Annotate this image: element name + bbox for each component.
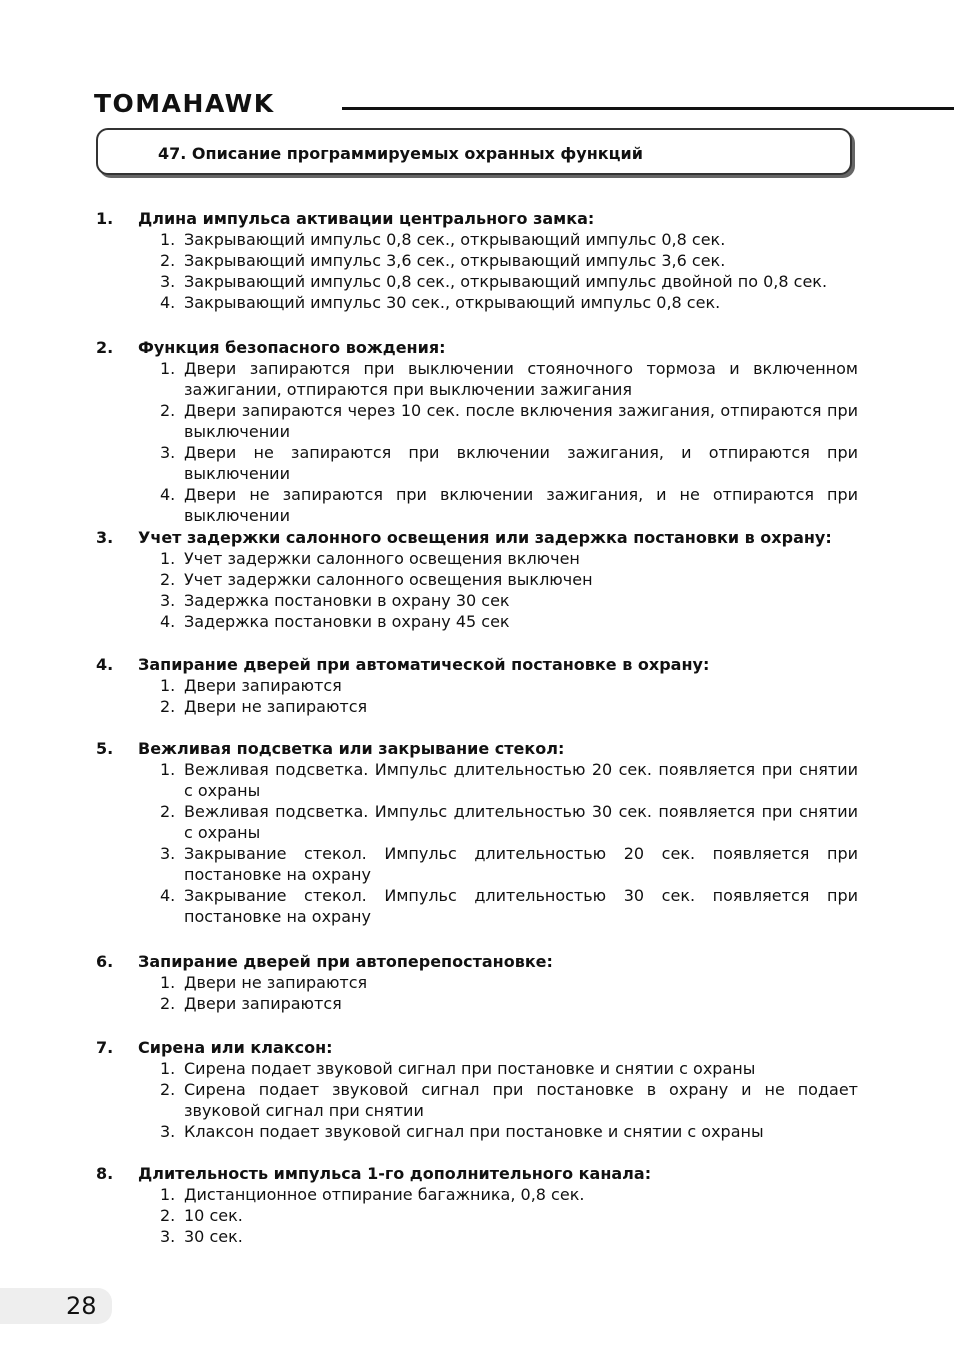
option-number: 2. xyxy=(160,802,176,821)
option-number: 2. xyxy=(160,1080,176,1099)
section-number: 2. xyxy=(96,338,114,357)
option-item xyxy=(160,229,858,250)
option-item xyxy=(160,972,858,993)
option-number: 3. xyxy=(160,1122,176,1141)
section-number: 3. xyxy=(96,528,114,547)
option-item xyxy=(160,843,858,885)
option-text: Двери запираются xyxy=(184,994,342,1013)
option-number: 1. xyxy=(160,760,176,779)
option-list xyxy=(160,675,858,717)
header-rule xyxy=(342,107,954,110)
option-item xyxy=(160,696,858,717)
brand-logo: TOMAHAWK xyxy=(94,89,275,118)
option-text: Закрывающий импульс 0,8 сек., открывающий импульс двойной по 0,8 сек. xyxy=(184,272,828,291)
option-item xyxy=(160,548,858,569)
option-number: 3. xyxy=(160,844,176,863)
option-item xyxy=(160,1121,858,1142)
option-text: Двери не запираются при включении зажигания, и не отпираются при выключении xyxy=(184,485,858,525)
option-number: 3. xyxy=(160,1227,176,1246)
section-heading: Длительность импульса 1-го дополнительного канала: xyxy=(138,1164,652,1183)
option-text: Двери запираются xyxy=(184,676,342,695)
option-number: 2. xyxy=(160,994,176,1013)
option-text: Учет задержки салонного освещения включен xyxy=(184,549,580,568)
section-number: 1. xyxy=(96,209,114,228)
option-text: Двери не запираются xyxy=(184,697,368,716)
option-text: 30 сек. xyxy=(184,1227,243,1246)
section-number: 6. xyxy=(96,952,114,971)
section-heading: Длина импульса активации центрального замка: xyxy=(138,209,595,228)
option-number: 1. xyxy=(160,549,176,568)
option-item xyxy=(160,292,858,313)
option-item xyxy=(160,759,858,801)
option-number: 1. xyxy=(160,230,176,249)
option-item xyxy=(160,801,858,843)
option-text: Сирена подает звуковой сигнал при постановке и снятии с охраны xyxy=(184,1059,756,1078)
section-number: 4. xyxy=(96,655,114,674)
option-item xyxy=(160,442,858,484)
option-item xyxy=(160,484,858,526)
option-text: Вежливая подсветка. Импульс длительностью 20 сек. появляется при снятии с охраны xyxy=(184,760,858,800)
option-text: Дистанционное отпирание багажника, 0,8 сек. xyxy=(184,1185,585,1204)
section-number: 7. xyxy=(96,1038,114,1057)
section-number: 8. xyxy=(96,1164,114,1183)
option-text: Учет задержки салонного освещения выключен xyxy=(184,570,593,589)
option-text: Двери запираются через 10 сек. после включения зажигания, отпираются при выключении xyxy=(184,401,858,441)
option-text: Закрывающий импульс 30 сек., открывающий импульс 0,8 сек. xyxy=(184,293,721,312)
option-text: Закрывающий импульс 0,8 сек., открывающий импульс 0,8 сек. xyxy=(184,230,726,249)
option-item xyxy=(160,271,858,292)
option-number: 3. xyxy=(160,591,176,610)
option-list xyxy=(160,548,858,632)
option-item xyxy=(160,1205,858,1226)
option-number: 2. xyxy=(160,401,176,420)
page-number-tab xyxy=(0,1288,112,1324)
option-item xyxy=(160,885,858,927)
option-item xyxy=(160,358,858,400)
option-text: Закрывающий импульс 3,6 сек., открывающий импульс 3,6 сек. xyxy=(184,251,726,270)
section-heading: Сирена или клаксон: xyxy=(138,1038,333,1057)
option-item xyxy=(160,611,858,632)
option-item xyxy=(160,1058,858,1079)
option-number: 2. xyxy=(160,697,176,716)
option-item xyxy=(160,400,858,442)
option-item xyxy=(160,993,858,1014)
option-text: Вежливая подсветка. Импульс длительностью 30 сек. появляется при снятии с охраны xyxy=(184,802,858,842)
option-number: 4. xyxy=(160,886,176,905)
option-list xyxy=(160,358,858,526)
section-title-box xyxy=(96,128,852,175)
page-title: 47. Описание программируемых охранных функций xyxy=(158,144,643,163)
option-number: 4. xyxy=(160,485,176,504)
option-list xyxy=(160,1184,858,1247)
option-list xyxy=(160,229,858,313)
option-item xyxy=(160,1184,858,1205)
option-item xyxy=(160,590,858,611)
section-number: 5. xyxy=(96,739,114,758)
option-number: 3. xyxy=(160,443,176,462)
option-number: 2. xyxy=(160,251,176,270)
option-item xyxy=(160,1079,858,1121)
option-item xyxy=(160,675,858,696)
section-heading: Запирание дверей при автоперепостановке: xyxy=(138,952,553,971)
option-list xyxy=(160,972,858,1014)
page-number: 28 xyxy=(66,1292,97,1320)
option-text: Задержка постановки в охрану 45 сек xyxy=(184,612,510,631)
option-list xyxy=(160,1058,858,1142)
option-number: 1. xyxy=(160,1185,176,1204)
option-text: Клаксон подает звуковой сигнал при постановке и снятии с охраны xyxy=(184,1122,764,1141)
option-text: Двери не запираются xyxy=(184,973,368,992)
option-item xyxy=(160,569,858,590)
option-number: 2. xyxy=(160,570,176,589)
option-number: 4. xyxy=(160,612,176,631)
option-text: Двери не запираются при включении зажигания, и отпираются при выключении xyxy=(184,443,858,483)
option-text: 10 сек. xyxy=(184,1206,243,1225)
option-number: 1. xyxy=(160,973,176,992)
option-text: Закрывание стекол. Импульс длительностью 30 сек. появляется при постановке на охрану xyxy=(184,886,858,926)
option-text: Сирена подает звуковой сигнал при постановке в охрану и не подает звуковой сигнал при снятии xyxy=(184,1080,858,1120)
option-number: 1. xyxy=(160,359,176,378)
option-number: 2. xyxy=(160,1206,176,1225)
option-text: Двери запираются при выключении стояночного тормоза и включенном зажигании, отпираются при выключении зажигания xyxy=(184,359,858,399)
option-number: 1. xyxy=(160,676,176,695)
section-heading: Учет задержки салонного освещения или задержка постановки в охрану: xyxy=(138,528,832,547)
option-number: 3. xyxy=(160,272,176,291)
section-heading: Запирание дверей при автоматической постановке в охрану: xyxy=(138,655,710,674)
option-item xyxy=(160,1226,858,1247)
option-list xyxy=(160,759,858,927)
option-number: 4. xyxy=(160,293,176,312)
option-text: Задержка постановки в охрану 30 сек xyxy=(184,591,510,610)
option-item xyxy=(160,250,858,271)
section-heading: Функция безопасного вождения: xyxy=(138,338,446,357)
option-number: 1. xyxy=(160,1059,176,1078)
option-text: Закрывание стекол. Импульс длительностью 20 сек. появляется при постановке на охрану xyxy=(184,844,858,884)
section-heading: Вежливая подсветка или закрывание стекол: xyxy=(138,739,565,758)
